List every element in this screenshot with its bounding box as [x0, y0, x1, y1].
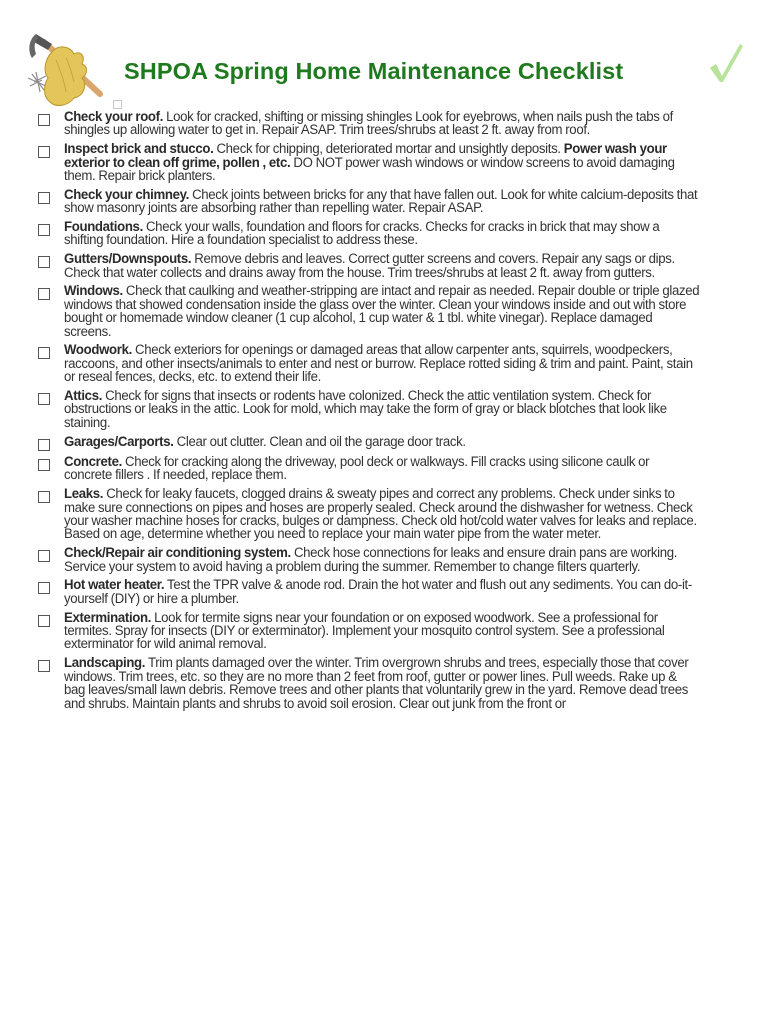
checklist	[36, 111, 748, 716]
list-item	[36, 456, 748, 483]
item-text	[64, 433, 700, 450]
list-item	[36, 186, 748, 217]
item-body: Check your walls, foundation and floors for cracks. Checks for cracks in brick that may show a shifting foundation. Hire a foundation specialist to address these.	[64, 219, 660, 249]
item-title: Woodwork.	[64, 342, 132, 359]
list-item	[36, 433, 748, 451]
item-title: Garages/Carports.	[64, 433, 174, 450]
item-emphasis: Power wash your exterior to clean off grime, pollen , etc.	[64, 141, 667, 171]
item-body: Clear out clutter. Clean and oil the garage door track.	[173, 433, 466, 450]
item-title: Landscaping.	[64, 655, 146, 672]
item-text	[64, 111, 700, 138]
list-item	[36, 143, 748, 183]
item-body: Check for leaky faucets, clogged drains & sweaty pipes and correct any problems. Check under sinks to make sure connections on pipes and hoses are properly sealed. Check around the dishwasher for wetness. Check your washer machine hoses for cracks, bulges or dampness. Check old hot/cold water valves for leaks and replace. Based on age, determine whether you need to replace your main water pipe from the water meter.	[64, 486, 697, 543]
item-body: Remove debris and leaves. Correct gutter screens and covers. Repair any sags or dips. Check that water collects and drains away from the house. Trim trees/shrubs at least 2 ft. away from gutters.	[64, 251, 675, 281]
item-text	[64, 253, 700, 280]
item-text	[64, 344, 700, 384]
checkbox[interactable]	[38, 582, 50, 594]
list-item	[36, 344, 748, 384]
checkbox[interactable]	[38, 615, 50, 627]
list-item	[36, 390, 748, 430]
item-text	[64, 657, 700, 711]
list-item	[36, 657, 748, 711]
hammer-glove-nails-icon	[22, 30, 112, 110]
item-body: Check that caulking and weather-stripping are intact and repair as needed. Repair double or triple glazed windows that showed condensation inside the glass over the winter. Clean your windows inside and out with store bought or homemade window cleaner (1 cup alcohol, 1 cup water & 1 tbl. white vinegar). Replace damaged screens.	[64, 283, 700, 340]
item-title: Inspect brick and stucco.	[64, 141, 214, 158]
list-item	[36, 285, 748, 339]
checkbox[interactable]	[38, 192, 50, 204]
checkbox[interactable]	[38, 256, 50, 268]
item-text	[64, 285, 700, 339]
item-text	[64, 186, 700, 217]
checkbox[interactable]	[38, 550, 50, 562]
list-item	[36, 579, 748, 606]
item-text	[64, 488, 700, 542]
checkmark-icon	[708, 42, 744, 84]
item-title: Windows.	[64, 283, 123, 300]
checkbox[interactable]	[38, 459, 50, 471]
item-title: Attics.	[64, 388, 103, 405]
list-item	[36, 253, 748, 280]
item-text	[64, 221, 700, 248]
item-title: Leaks.	[64, 486, 104, 503]
item-body: Check for cracking along the driveway, pool deck or walkways. Fill cracks using silicone caulk or concrete fillers . If needed, replace them.	[64, 454, 650, 484]
item-text	[64, 547, 700, 574]
list-item	[36, 547, 748, 574]
item-title: Check your roof.	[64, 109, 164, 125]
item-body: Test the TPR valve & anode rod. Drain the hot water and flush out any sediments. You can do-it-yourself (DIY) or hire a plumber.	[64, 577, 692, 607]
item-text	[64, 456, 700, 483]
item-title: Gutters/Downspouts.	[64, 251, 192, 268]
item-body: Check exteriors for openings or damaged areas that allow carpenter ants, squirrels, woodpeckers, raccoons, and other insects/animals to enter and nest or burrow. Replace rotted siding & trim and paint. Paint, stain or reseal fences, decks, etc. to extend their life.	[64, 342, 693, 386]
header	[0, 0, 766, 110]
item-title: Concrete.	[64, 454, 122, 471]
list-item	[36, 221, 748, 248]
checkbox[interactable]	[38, 114, 50, 126]
item-body: Check joints between bricks for any that have fallen out. Look for white calcium-deposits that show masonry joints are absorbing rather than repelling water. Repair ASAP.	[64, 186, 698, 217]
checkbox[interactable]	[38, 491, 50, 503]
checkbox[interactable]	[38, 288, 50, 300]
item-title: Extermination.	[64, 609, 152, 626]
item-body: Check for signs that insects or rodents have colonized. Check the attic ventilation system. Check for obstructions or leaks in the attic. Look for mold, which may take the form of gray or black blotches that look like staining.	[64, 388, 667, 431]
list-item	[36, 609, 748, 653]
item-body-2: DO NOT power wash windows or window screens to avoid damaging them. Repair brick planters.	[64, 154, 675, 185]
checkbox[interactable]	[38, 347, 50, 359]
item-text	[64, 390, 700, 430]
checkbox[interactable]	[38, 393, 50, 405]
item-body: Look for termite signs near your foundation or on exposed woodwork. See a professional for termites. Spray for insects (DIY or exterminator). Implement your mosquito control system. See a professional exterminator for wild animal removal.	[64, 609, 665, 653]
list-item	[36, 488, 748, 542]
item-body: Check for chipping, deteriorated mortar and unsightly deposits.	[213, 141, 564, 158]
checkbox[interactable]	[38, 146, 50, 158]
item-text	[64, 609, 700, 653]
page-title: SHPOA Spring Home Maintenance Checklist	[124, 58, 624, 84]
item-title: Foundations.	[64, 219, 143, 236]
item-title: Check your chimney.	[64, 186, 190, 203]
item-body: Trim plants damaged over the winter. Trim overgrown shrubs and trees, especially those that cover windows. Trim trees, etc. so they are no more than 2 feet from roof, gutter or power lines. Pull weeds. Rake up & bag leaves/small lawn debris. Remove trees and other plants that voluntarily grew in the yard. Remove dead trees and shrubs. Maintain plants and shrubs to avoid soil erosion. Clear out junk from the front or	[64, 655, 689, 712]
item-body: Check hose connections for leaks and ensure drain pans are working. Service your system to avoid having a problem during the summer. Remember to change filters quarterly.	[64, 545, 678, 575]
small-checkbox[interactable]	[113, 100, 122, 109]
list-item	[36, 111, 748, 138]
item-title: Hot water heater.	[64, 577, 165, 594]
checkbox[interactable]	[38, 224, 50, 236]
item-text	[64, 143, 700, 183]
item-body: Look for cracked, shifting or missing shingles Look for eyebrows, when nails push the tabs of shingles up allowing water to get in. Repair ASAP. Trim trees/shrubs at least 2 ft. away from roof.	[64, 109, 673, 139]
item-text	[64, 579, 700, 606]
checkbox[interactable]	[38, 439, 50, 451]
checkbox[interactable]	[38, 660, 50, 672]
item-title: Check/Repair air conditioning system.	[64, 545, 291, 562]
